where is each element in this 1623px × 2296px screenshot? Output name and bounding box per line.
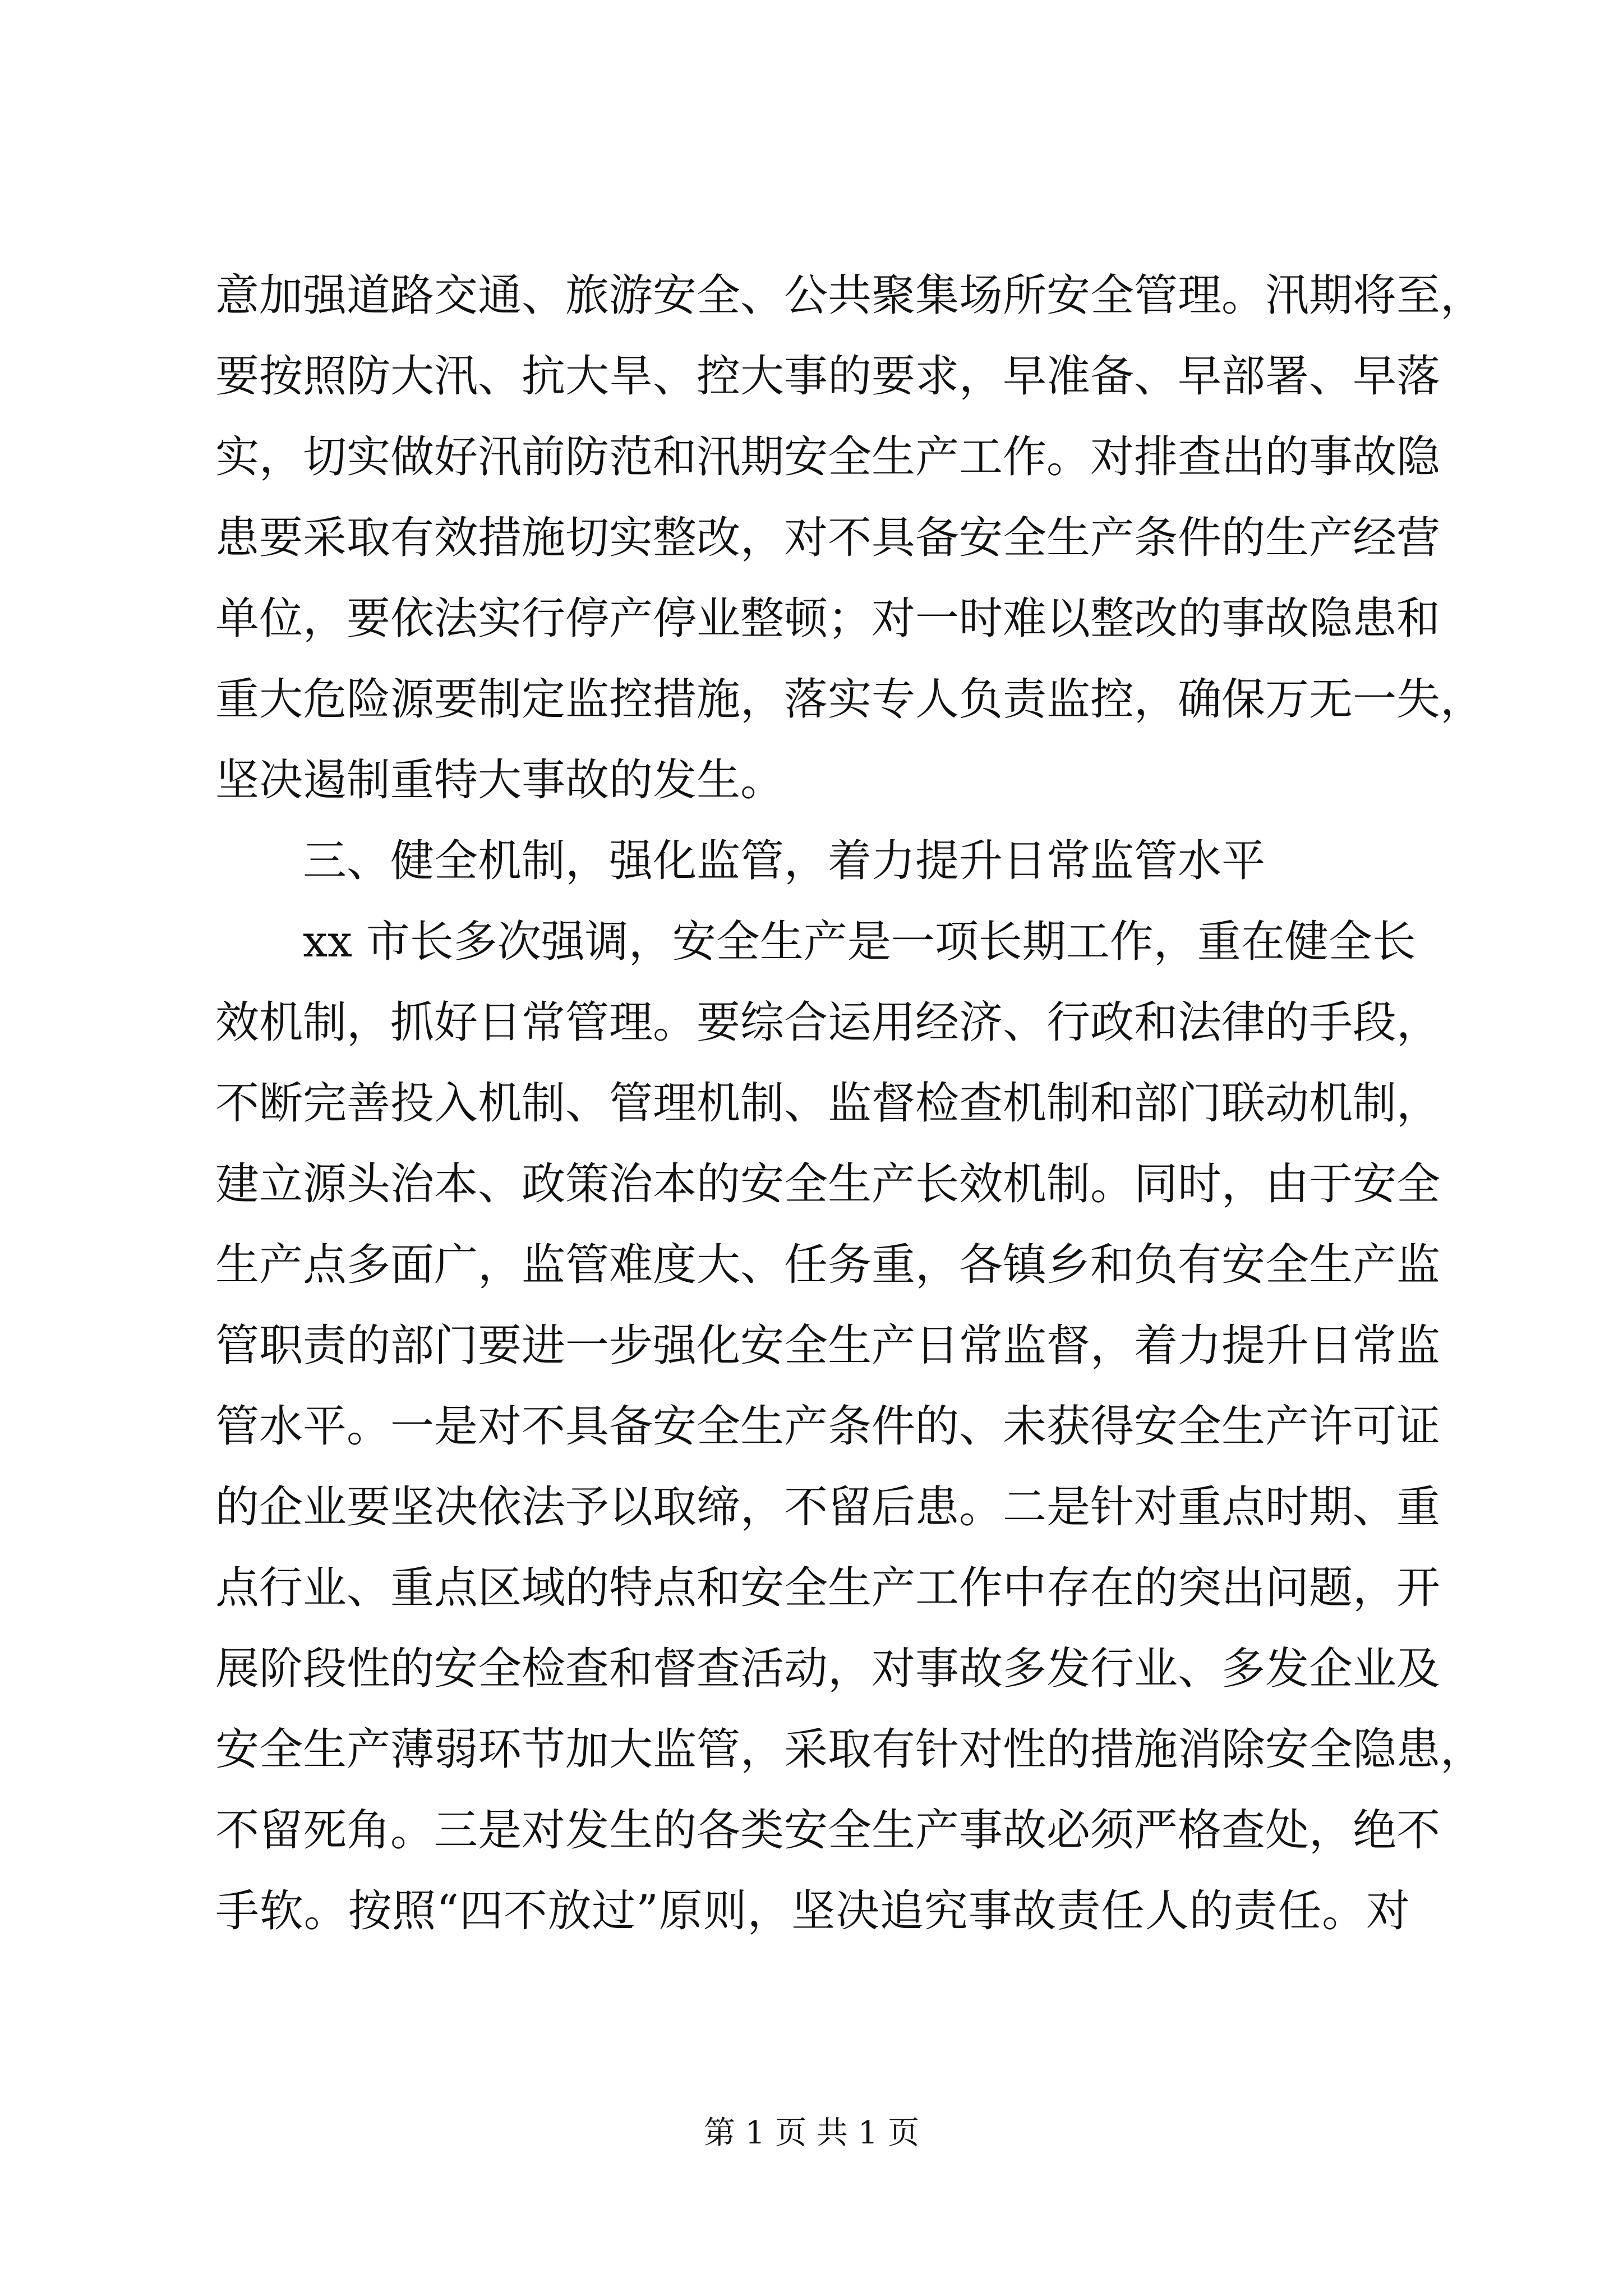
paragraph-line: 单位，要依法实行停产停业整顿；对一时难以整改的事故隐患和 [215, 593, 1441, 644]
paragraph-line: 展阶段性的安全检查和督查活动，对事故多发行业、多发企业及 [215, 1644, 1441, 1694]
paragraph-line: 点行业、重点区域的特点和安全生产工作中存在的突出问题，开 [215, 1563, 1441, 1613]
paragraph-line: 手软。按照“四不放过”原则，坚决追究事故责任人的责任。对 [215, 1886, 1410, 1936]
paragraph-line: 效机制，抓好日常管理。要综合运用经济、行政和法律的手段， [215, 997, 1441, 1048]
paragraph-line: 安全生产薄弱环节加大监管，采取有针对性的措施消除安全隐患， [215, 1724, 1484, 1775]
paragraph-line: 管水平。一是对不具备安全生产条件的、未获得安全生产许可证 [215, 1401, 1441, 1452]
paragraph-line: 要按照防大汛、抗大旱、控大事的要求，早准备、早部署、早落 [215, 351, 1441, 402]
paragraph-line: 的企业要坚决依法予以取缔，不留后患。二是针对重点时期、重 [215, 1482, 1441, 1533]
paragraph-line: 不断完善投入机制、管理机制、监督检查机制和部门联动机制， [215, 1078, 1441, 1129]
paragraph-line: 实，切实做好汛前防范和汛期安全生产工作。对排查出的事故隐 [215, 432, 1441, 482]
paragraph-line: xx 市长多次强调，安全生产是一项长期工作，重在健全长 [303, 917, 1416, 967]
page-footer: 第 1 页 共 1 页 [703, 2115, 920, 2151]
document-body [215, 255, 1484, 1952]
paragraph-line: 建立源头治本、政策治本的安全生产长效机制。同时，由于安全 [215, 1159, 1441, 1209]
paragraph-line: 坚决遏制重特大事故的发生。 [215, 755, 785, 806]
paragraph-line: 生产点多面广，监管难度大、任务重，各镇乡和负有安全生产监 [215, 1240, 1441, 1290]
paragraph-line: 意加强道路交通、旅游安全、公共聚集场所安全管理。汛期将至， [215, 270, 1484, 321]
paragraph-line: 重大危险源要制定监控措施，落实专人负责监控，确保万无一失， [215, 674, 1484, 725]
section-heading: 三、健全机制，强化监管，着力提升日常监管水平 [303, 836, 1266, 886]
paragraph-line: 患要采取有效措施切实整改，对不具备安全生产条件的生产经营 [215, 513, 1441, 563]
paragraph-line: 管职责的部门要进一步强化安全生产日常监督，着力提升日常监 [215, 1320, 1441, 1371]
paragraph-line: 不留死角。三是对发生的各类安全生产事故必须严格查处，绝不 [215, 1805, 1441, 1856]
